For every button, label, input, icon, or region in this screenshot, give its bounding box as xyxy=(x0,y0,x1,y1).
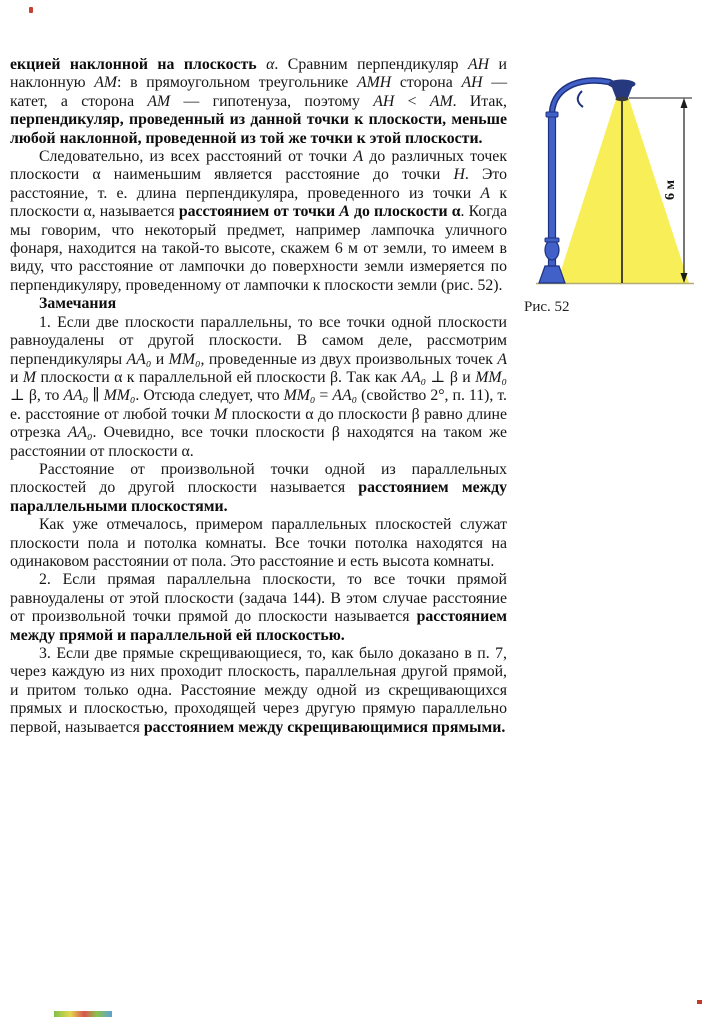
lamp-arc-ornament xyxy=(578,91,583,107)
text-run: AA₀ xyxy=(67,424,93,442)
text-run: . Итак, xyxy=(452,92,508,110)
text-run: и xyxy=(151,350,169,368)
text-run: AA₀ xyxy=(63,387,89,405)
text-run: A xyxy=(497,350,507,368)
figure-lamp xyxy=(524,54,706,294)
text-run: M xyxy=(22,368,37,386)
text-run: AA₀ xyxy=(332,387,358,405)
text-run: AM xyxy=(94,74,118,92)
text-run: Как уже отмечалось, примером параллельных плоскостей служат плоскости пола и потолка комнаты. Все точки потолка находятся на одинаковом расстоянии от пола. Это расстояние и есть высота комнаты. xyxy=(10,516,507,570)
text-run: < xyxy=(394,92,430,110)
text-run: . Отсюда следует, что xyxy=(135,387,284,405)
text-run: . Сравним перпендикуляр xyxy=(274,56,469,73)
text-run: плоскости α к параллельной ей плоскости β. Так как xyxy=(36,368,402,386)
paragraph xyxy=(10,516,507,571)
text-run: . Очевидно, все точки плоскости β находятся на таком же расстоянии от плоскости α. xyxy=(10,424,507,460)
text-run: AA₀ xyxy=(126,350,152,368)
text-run: M xyxy=(214,405,228,423)
text-run: A xyxy=(353,148,364,166)
text-run: и xyxy=(10,368,23,386)
paragraph xyxy=(10,56,507,148)
text-run: ⊥ β, то xyxy=(10,387,64,405)
text-run: , проведенные из двух произвольных точек xyxy=(200,350,498,368)
lamp-arc xyxy=(552,81,618,119)
figure-caption: Рис. 52 xyxy=(524,299,570,315)
text-run: A xyxy=(480,184,491,202)
text-run: — катет, а сторона xyxy=(10,74,508,110)
paragraph xyxy=(10,461,507,516)
text-run: AM xyxy=(429,92,453,110)
text-run: и наклонную xyxy=(10,56,507,92)
lamp-head xyxy=(611,85,633,98)
text-run: = xyxy=(315,387,333,405)
text-run: AH xyxy=(373,92,395,110)
text-run: Расстояние от произвольной точки одной из параллельных плоскостей до другой плоскости называется xyxy=(10,460,507,497)
scan-artifact xyxy=(54,1011,112,1017)
dimension-arrow-top xyxy=(681,98,688,108)
text-run: перпендикуляр, проведенный из данной точки к плоскости, меньше любой наклонной, проведенной из той же точки к этой плоскости. xyxy=(10,111,507,147)
scan-artifact xyxy=(697,1000,702,1004)
lamp-base xyxy=(539,266,565,283)
paragraph xyxy=(10,645,507,737)
paragraph xyxy=(10,148,507,295)
text-run: AH xyxy=(468,56,490,73)
text-run: расстоянием между параллельными плоскостями. xyxy=(10,479,507,515)
paragraph xyxy=(10,295,507,313)
text-run: AA₀ xyxy=(401,368,427,386)
text-run: расстоянием между прямой и параллельной ей плоскостью. xyxy=(10,608,507,644)
text-run: H xyxy=(453,166,465,184)
text-run: ⊥ β и xyxy=(426,368,476,386)
text-run: к плоскости α, называется xyxy=(10,184,507,221)
text-run: — гипотенуза, поэтому xyxy=(170,92,374,110)
text-run: AM xyxy=(147,92,171,110)
text-run: плоскости α до плоскости β равно длине отрезка xyxy=(10,405,507,442)
text-run: до плоскости α xyxy=(349,203,461,221)
text-run: ∥ xyxy=(88,387,104,405)
text-run: 2. Если прямая параллельна плоскости, то все точки прямой равноудалены от этой плоскости (задача 144). В этом случае расстояние от произвольной точки прямой до плоскости называется xyxy=(10,571,507,626)
text-run: 3. Если две прямые скрещивающиеся, то, как было доказано в п. 7, через каждую из них проходит плоскость, параллельная другой прямой, и притом только одна. Расстояние между одной из скрещивающихся прямых и плоскостью, проходящей через другую прямую параллельно первой, называется xyxy=(10,645,507,736)
text-run: 1. Если две плоскости параллельны, то все точки одной плоскости равноудалены от другой плоскости. В самом деле, рассмотрим перпендикуляры xyxy=(10,313,507,368)
text-run: до различных точек плоскости α наименьшим является расстояние до точки xyxy=(10,148,507,184)
lamp-pole-collar-mid xyxy=(545,238,559,242)
lamp-figure-svg xyxy=(524,54,706,294)
text-run: расстоянием от точки xyxy=(178,203,340,221)
text-run: расстоянием между скрещивающимися прямыми. xyxy=(143,718,506,736)
text-run: MM₀ xyxy=(168,350,201,368)
text-run: : в прямоугольном треугольнике xyxy=(117,74,357,92)
text-run: . Это расстояние, т. е. длина перпендикуляра, проведенного из точки xyxy=(10,166,508,202)
paragraph xyxy=(10,314,507,461)
text-run: MM₀ xyxy=(475,368,507,386)
text-run: (свойство 2°, п. 11), т. е. расстояние от любой точки xyxy=(10,387,507,423)
text-run: сторона xyxy=(391,74,462,92)
height-label: 6 м xyxy=(663,179,678,201)
text-run: . Когда мы говорим, что некоторый предмет, например лампочка уличного фонаря, находится на такой-то высоте, скажем 6 м от земли, то имеем в виду, что расстояние от лампочки до поверхности земли измеряется по перпендикуляру, проведенному от лампочки к плоскости земли (рис. 52). xyxy=(10,203,508,294)
scan-artifact xyxy=(29,7,33,13)
text-column xyxy=(10,56,507,737)
lamp-pole-bulge xyxy=(545,240,559,260)
lamp-bulb-socket xyxy=(616,97,629,101)
lamp-arc-outline xyxy=(552,81,618,119)
text-run: Замечания xyxy=(39,295,117,313)
text-run: AH xyxy=(461,74,483,92)
lamp-pole-collar-top xyxy=(546,112,558,117)
text-run: A xyxy=(339,203,350,221)
text-run: α xyxy=(266,56,275,73)
text-run: екцией наклонной на плоскость xyxy=(10,56,267,73)
text-run: AMH xyxy=(356,74,392,92)
text-run: MM₀ xyxy=(283,387,316,405)
text-run: MM₀ xyxy=(103,387,136,405)
text-run: Следовательно, из всех расстояний от точки xyxy=(39,148,354,166)
paragraph xyxy=(10,571,507,645)
